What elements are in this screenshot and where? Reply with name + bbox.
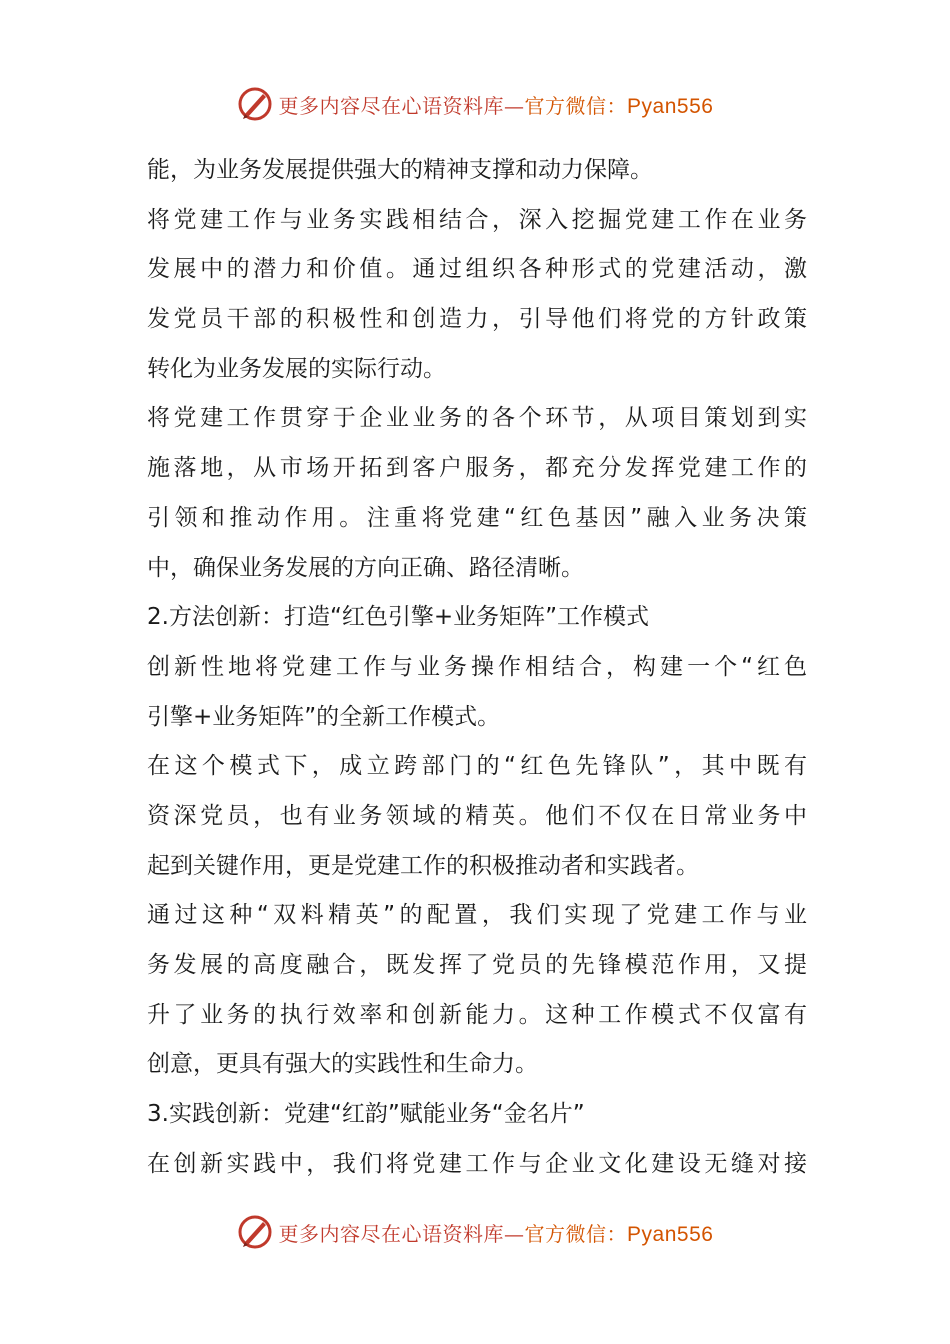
banner-dash: — (504, 93, 525, 118)
text-line: 创意，更具有强大的实践性和生命力。 (147, 1051, 538, 1078)
text-line: 在创新实践中，我们将党建工作与企业文化建设无缝对接 (147, 1150, 807, 1177)
text-line: 发党员干部的积极性和创造力，引导他们将党的方针政策 (147, 306, 807, 333)
text-line: 起到关键作用，更是党建工作的积极推动者和实践者。 (147, 852, 699, 879)
text-line: 资深党员，也有业务领域的精英。他们不仅在日常业务中 (147, 802, 807, 829)
text-line: 引领和推动作用。注重将党建“红色基因”融入业务决策 (147, 504, 807, 531)
banner-main-text: 更多内容尽在心语资料库 (278, 93, 505, 118)
text-line: 发展中的潜力和价值。通过组织各种形式的党建活动，激 (147, 256, 807, 283)
banner-wechat-id: Pyan556 (627, 1222, 714, 1246)
text-line: 将党建工作贯穿于企业业务的各个环节，从项目策划到实 (147, 405, 807, 432)
header-banner (0, 84, 950, 124)
text-line: 务发展的高度融合，既发挥了党员的先锋模范作用，又提 (147, 952, 807, 978)
banner-wechat-label: 官方微信： (524, 93, 628, 118)
text-line: 通过这种“双料精英”的配置，我们实现了党建工作与业 (147, 902, 807, 929)
text-line: 引擎+业务矩阵”的全新工作模式。 (147, 703, 501, 730)
banner-main-text: 更多内容尽在心语资料库 (278, 1221, 505, 1246)
banner-wechat-label: 官方微信： (524, 1221, 628, 1246)
document-body (147, 146, 807, 1189)
text-line: 中，确保业务发展的方向正确、路径清晰。 (147, 554, 584, 581)
text-line: 2.方法创新：打造“红色引擎+业务矩阵”工作模式 (147, 604, 650, 631)
text-line: 能，为业务发展提供强大的精神支撑和动力保障。 (147, 157, 653, 183)
banner-dash: — (504, 1221, 525, 1246)
text-line: 升了业务的执行效率和创新能力。这种工作模式不仅富有 (147, 1001, 807, 1028)
text-line: 将党建工作与业务实践相结合，深入挖掘党建工作在业务 (147, 206, 807, 233)
text-line: 转化为业务发展的实际行动。 (147, 355, 446, 382)
banner-text (279, 1218, 714, 1247)
pen-logo-icon (237, 86, 273, 122)
footer-banner (0, 1212, 950, 1252)
banner-wechat-id: Pyan556 (627, 94, 714, 118)
banner-text (279, 90, 714, 119)
pen-logo-icon (237, 1214, 273, 1250)
text-line: 创新性地将党建工作与业务操作相结合，构建一个“红色 (147, 653, 807, 680)
text-line: 在这个模式下，成立跨部门的“红色先锋队”，其中既有 (147, 753, 807, 780)
text-line: 施落地，从市场开拓到客户服务，都充分发挥党建工作的 (147, 455, 807, 482)
text-line: 3.实践创新：党建“红韵”赋能业务“金名片” (147, 1101, 585, 1128)
